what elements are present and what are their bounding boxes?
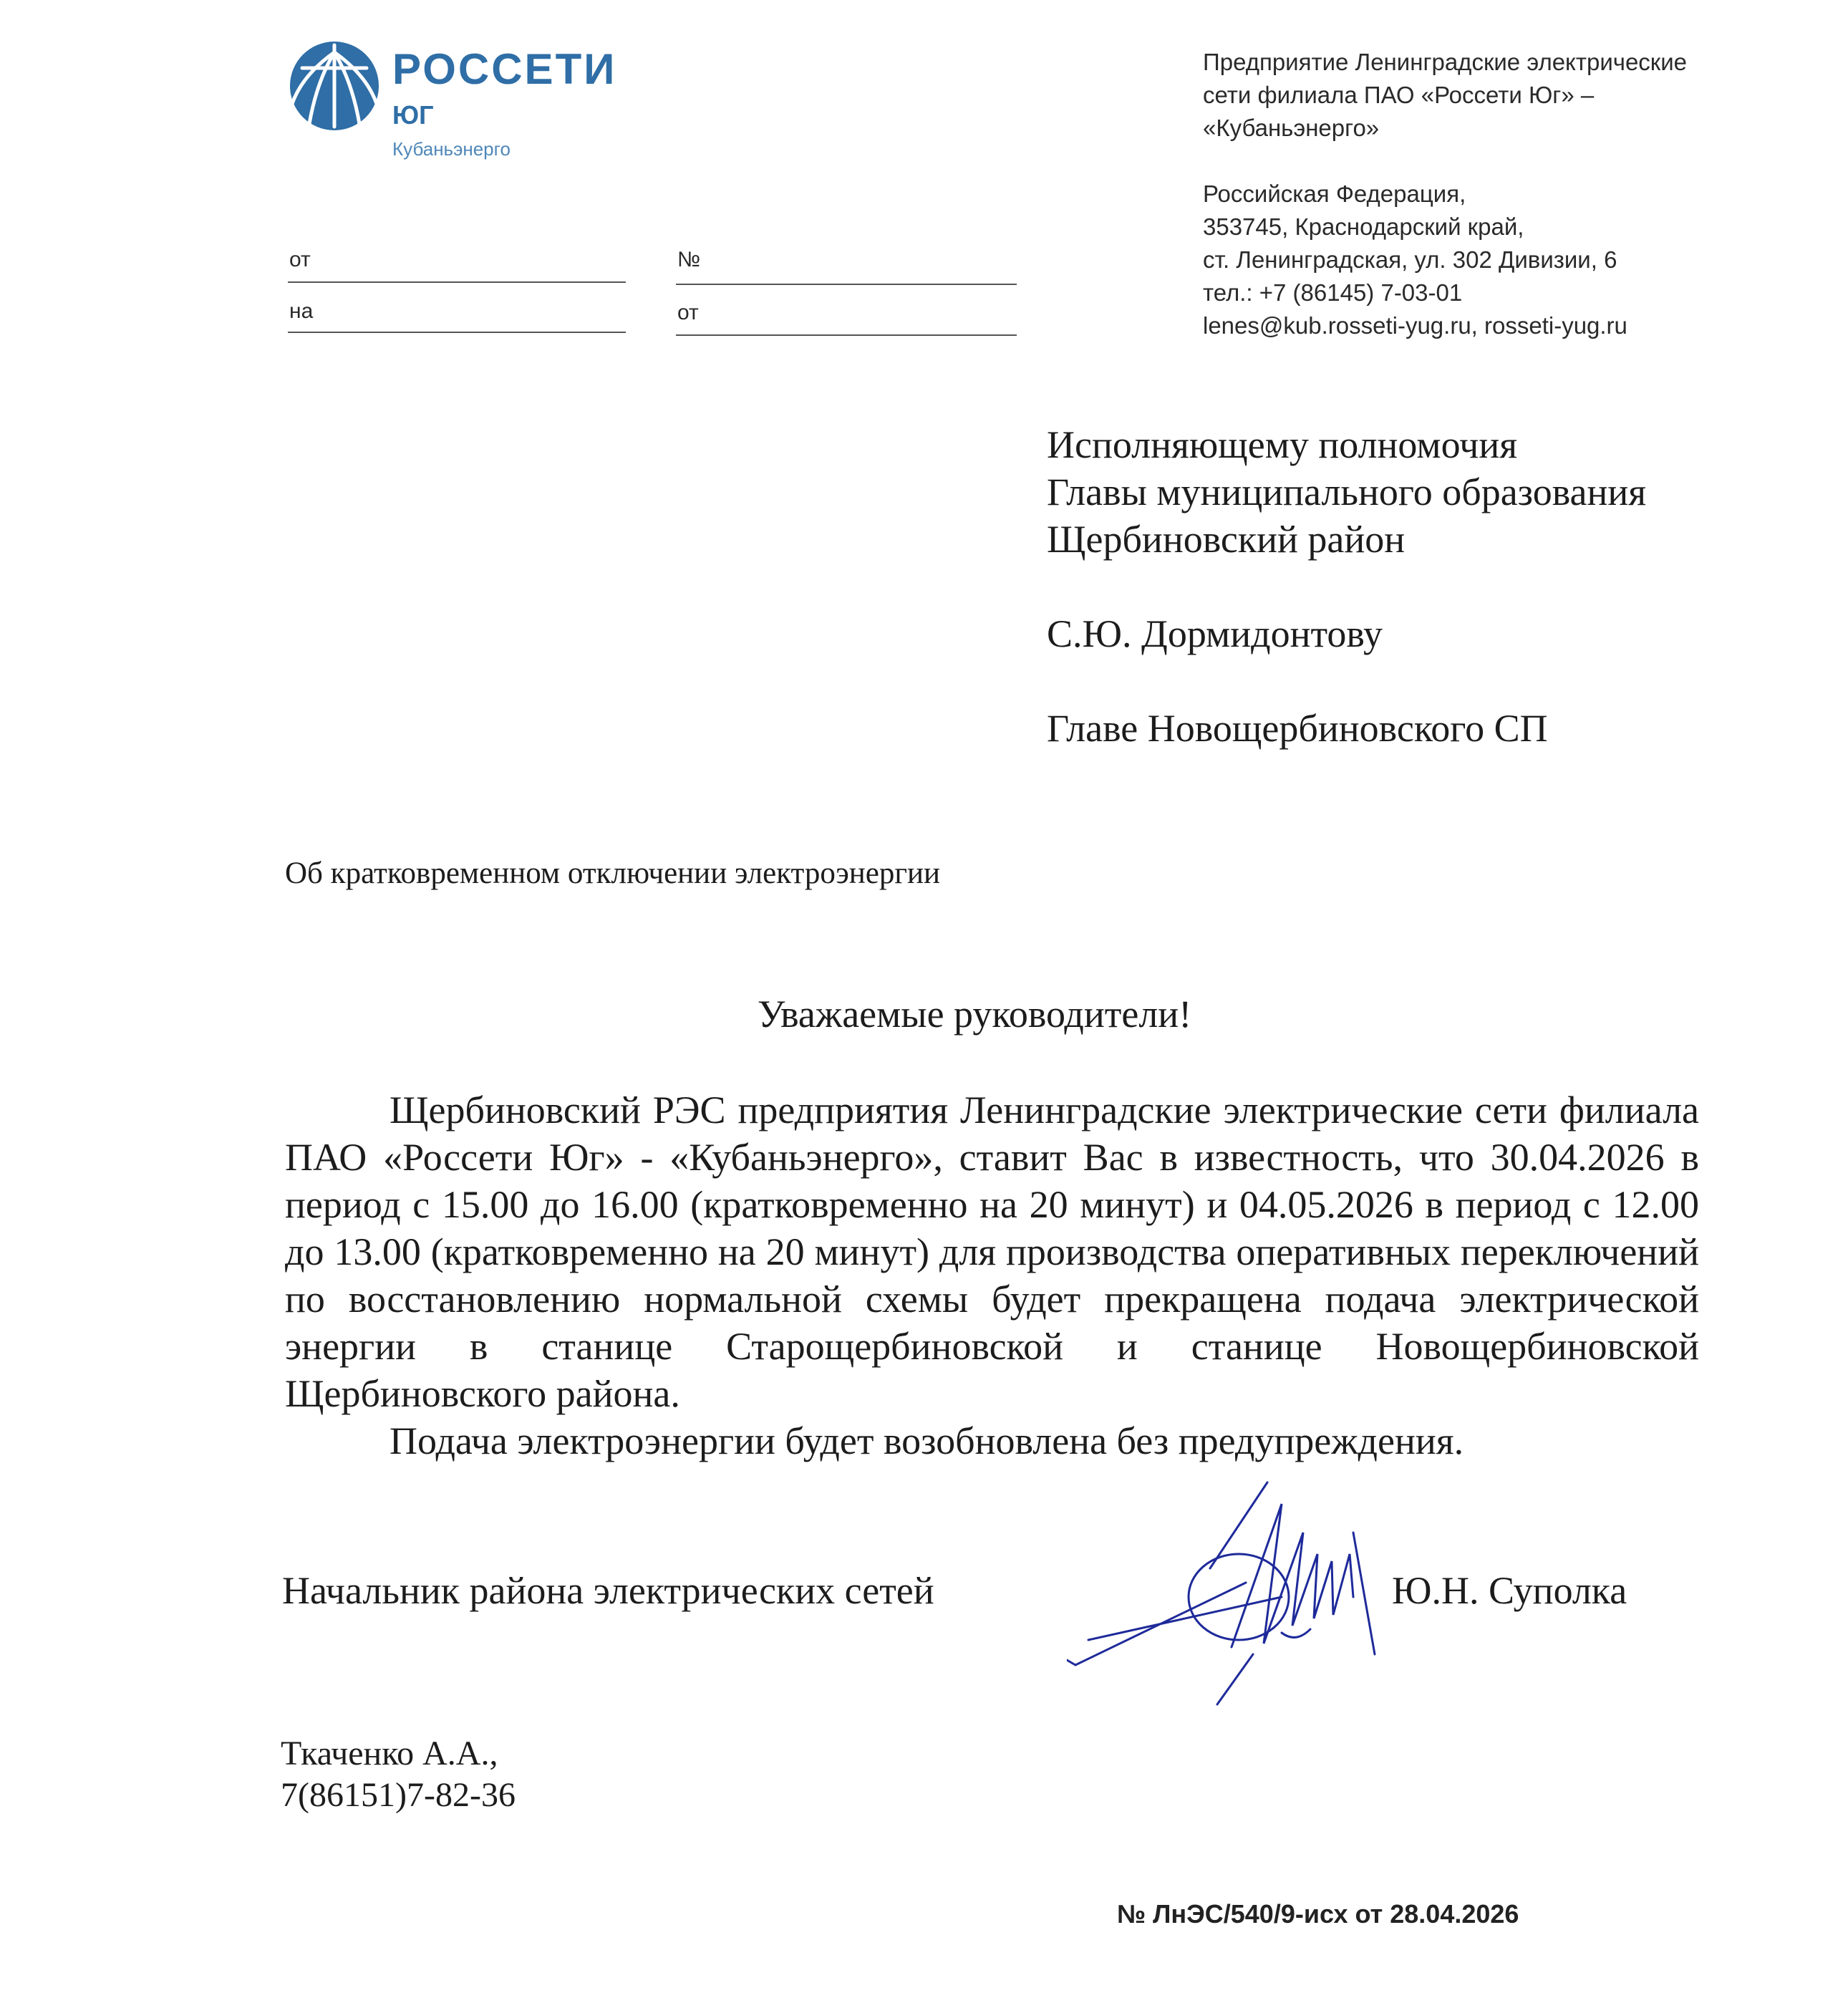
- recipient-second: Главе Новощербиновского СП: [1047, 707, 1548, 750]
- recipient-name: С.Ю. Дормидонтову: [1047, 612, 1383, 655]
- recipient-line: Исполняющему полномочия: [1047, 423, 1518, 466]
- from-label: от: [289, 248, 311, 271]
- sender-address-line: 353745, Краснодарский край,: [1203, 213, 1524, 240]
- sender-phone: тел.: +7 (86145) 7-03-01: [1203, 279, 1463, 306]
- recipient-line: Главы муниципального образования: [1047, 470, 1647, 513]
- body-paragraph: Подача электроэнергии будет возобновлена без предупреждения.: [390, 1419, 1464, 1462]
- subject-line: Об кратковременном отключении электроэнергии: [285, 856, 941, 890]
- sender-org-line: «Кубаньэнерго»: [1203, 115, 1380, 141]
- number-field[interactable]: [676, 284, 1017, 285]
- to-date-field[interactable]: [676, 334, 1017, 336]
- rosseti-logo-icon: [288, 39, 381, 132]
- recipient-block: [1047, 421, 1646, 752]
- handwritten-signature-icon: [1067, 1475, 1403, 1726]
- sender-org-line: сети филиала ПАО «Россети Юг» –: [1203, 82, 1595, 108]
- date-label: от: [677, 301, 699, 324]
- sender-block: [1203, 46, 1687, 342]
- letter-body: [285, 1086, 1699, 1464]
- sender-address-line: Российская Федерация,: [1203, 180, 1466, 207]
- from-date-field[interactable]: [288, 281, 626, 283]
- document-number: № ЛнЭС/540/9-исх от 28.04.2026: [1117, 1899, 1519, 1929]
- number-label: №: [677, 248, 701, 271]
- greeting: Уважаемые руководители!: [758, 993, 1192, 1036]
- logo-branch: Кубаньэнерго: [392, 138, 511, 160]
- executor-contact: [281, 1733, 516, 1816]
- sender-org-line: Предприятие Ленинградские электрические: [1203, 49, 1688, 75]
- executor-name: Ткаченко А.А.,: [281, 1734, 498, 1772]
- signatory-title: Начальник района электрических сетей: [282, 1569, 934, 1612]
- recipient-line: Щербиновский район: [1047, 518, 1406, 561]
- body-paragraph: Щербиновский РЭС предприятия Ленинградские электрические сети филиала ПАО «Россети Юг» - «Кубаньэнерго», ставит Вас в известность, что 30.04.2026 в период с 15.00 до 16.00 (кратковременно на 20 минут) и 04.05.2026 в период с 12.00 до 13.00 (кратковременно на 20 минут) для производства оперативных переключений по восстановлению нормальной схемы будет прекращена подача электрической энергии в станице Старощербиновской и станице Новощербиновской Щербиновского района.: [285, 1089, 1699, 1415]
- sender-address-line: ст. Ленинградская, ул. 302 Дивизии, 6: [1203, 246, 1617, 273]
- sender-email: lenes@kub.rosseti-yug.ru, rosseti-yug.ru: [1203, 312, 1627, 339]
- logo-brand: РОССЕТИ: [392, 45, 617, 93]
- to-number-field[interactable]: [288, 332, 626, 333]
- signatory-name: Ю.Н. Суполка: [1392, 1569, 1627, 1612]
- executor-phone: 7(86151)7-82-36: [281, 1776, 516, 1814]
- to-label: на: [289, 299, 314, 323]
- logo-sub: ЮГ: [392, 100, 434, 130]
